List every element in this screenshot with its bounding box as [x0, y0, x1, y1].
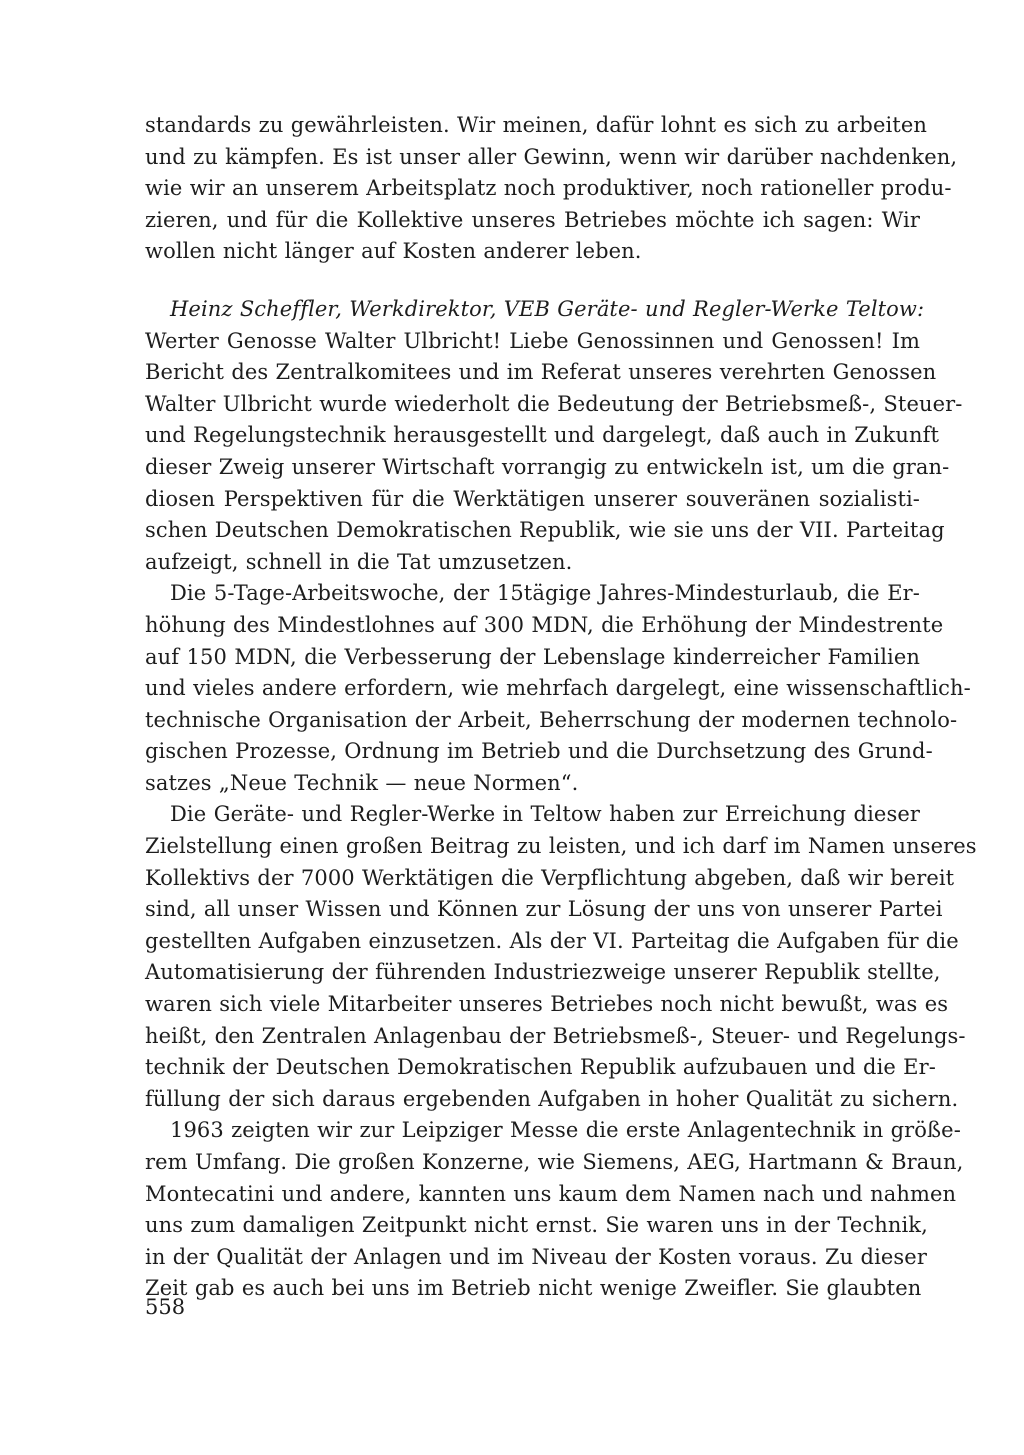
text-line: zieren, und für die Kollektive unseres Betriebes möchte ich sagen: Wir [145, 207, 920, 232]
text-line: Zielstellung einen großen Beitrag zu leisten, und ich darf im Namen unseres [145, 834, 977, 859]
text-line: Werter Genosse Walter Ulbricht! Liebe Genossinnen und Genossen! Im [145, 328, 920, 353]
text-line: technische Organisation der Arbeit, Beherrschung der modernen technolo- [145, 707, 958, 732]
text-line: satzes „Neue Technik — neue Normen“. [145, 770, 579, 795]
text-line: Montecatini und andere, kannten uns kaum dem Namen nach und nahmen [145, 1181, 957, 1206]
text-line: Die 5-Tage-Arbeitswoche, der 15tägige Jahres-Mindesturlaub, die Er- [170, 581, 920, 606]
text-line: technik der Deutschen Demokratischen Republik aufzubauen und die Er- [145, 1055, 936, 1080]
text-line: wollen nicht länger auf Kosten anderer leben. [145, 239, 642, 264]
paragraph-2 [145, 294, 963, 578]
paragraph-1 [145, 110, 958, 268]
text-line: diosen Perspektiven für die Werktätigen unserer souveränen sozialisti- [145, 486, 920, 511]
paragraph-spacer [145, 268, 920, 294]
text-line: Zeit gab es auch bei uns im Betrieb nicht wenige Zweifler. Sie glaubten [145, 1276, 922, 1301]
text-line: Bericht des Zentralkomitees und im Referat unseres verehrten Genossen [145, 360, 937, 385]
text-line: dieser Zweig unserer Wirtschaft vorrangig zu entwickeln ist, um die gran- [145, 454, 950, 479]
text-line: Automatisierung der führenden Industriezweige unserer Republik stellte, [145, 960, 941, 985]
text-line: höhung des Mindestlohnes auf 300 MDN, die Erhöhung der Mindestrente [145, 612, 944, 637]
text-line: waren sich viele Mitarbeiter unseres Betriebes noch nicht bewußt, was es [145, 992, 949, 1017]
text-line: schen Deutschen Demokratischen Republik, wie sie uns der VII. Parteitag [145, 518, 945, 543]
paragraph-4 [145, 799, 977, 1115]
text-line: und vieles andere erfordern, wie mehrfach dargelegt, eine wissenschaftlich- [145, 676, 971, 701]
text-line: sind, all unser Wissen und Können zur Lösung der uns von unserer Partei [145, 897, 943, 922]
text-line: und zu kämpfen. Es ist unser aller Gewinn, wenn wir darüber nachdenken, [145, 144, 958, 169]
text-line: aufzeigt, schnell in die Tat umzusetzen. [145, 549, 573, 574]
paragraph-3 [145, 578, 971, 799]
text-line: Kollektivs der 7000 Werktätigen die Verpflichtung abgeben, daß wir bereit [145, 865, 955, 890]
text-line: auf 150 MDN, die Verbesserung der Lebenslage kinderreicher Familien [145, 644, 920, 669]
speaker-attribution: Heinz Scheffler, Werkdirektor, VEB Geräte- und Regler-Werke Teltow: [170, 296, 925, 321]
text-line: heißt, den Zentralen Anlagenbau der Betriebsmeß-, Steuer- und Regelungs- [145, 1023, 966, 1048]
paragraph-5 [145, 1115, 964, 1305]
text-line: uns zum damaligen Zeitpunkt nicht ernst. Sie waren uns in der Technik, [145, 1213, 928, 1238]
text-line: füllung der sich daraus ergebenden Aufgaben in hoher Qualität zu sichern. [145, 1086, 959, 1111]
text-line: Die Geräte- und Regler-Werke in Teltow haben zur Erreichung dieser [170, 802, 920, 827]
text-line: gischen Prozesse, Ordnung im Betrieb und die Durchsetzung des Grund- [145, 739, 933, 764]
page-body [145, 110, 977, 1305]
text-line: standards zu gewährleisten. Wir meinen, dafür lohnt es sich zu arbeiten [145, 113, 927, 137]
page-number: 558 [145, 1295, 186, 1319]
text-line: und Regelungstechnik herausgestellt und dargelegt, daß auch in Zukunft [145, 423, 940, 448]
text-line: wie wir an unserem Arbeitsplatz noch produktiver, noch rationeller produ- [145, 176, 952, 201]
text-line: in der Qualität der Anlagen und im Niveau der Kosten voraus. Zu dieser [145, 1244, 927, 1269]
text-line: rem Umfang. Die großen Konzerne, wie Siemens, AEG, Hartmann & Braun, [145, 1150, 964, 1174]
text-line: gestellten Aufgaben einzusetzen. Als der VI. Parteitag die Aufgaben für die [145, 928, 959, 953]
text-line: 1963 zeigten wir zur Leipziger Messe die erste Anlagentechnik in größe- [170, 1118, 961, 1143]
text-line: Walter Ulbricht wurde wiederholt die Bedeutung der Betriebsmeß-, Steuer- [145, 391, 963, 416]
